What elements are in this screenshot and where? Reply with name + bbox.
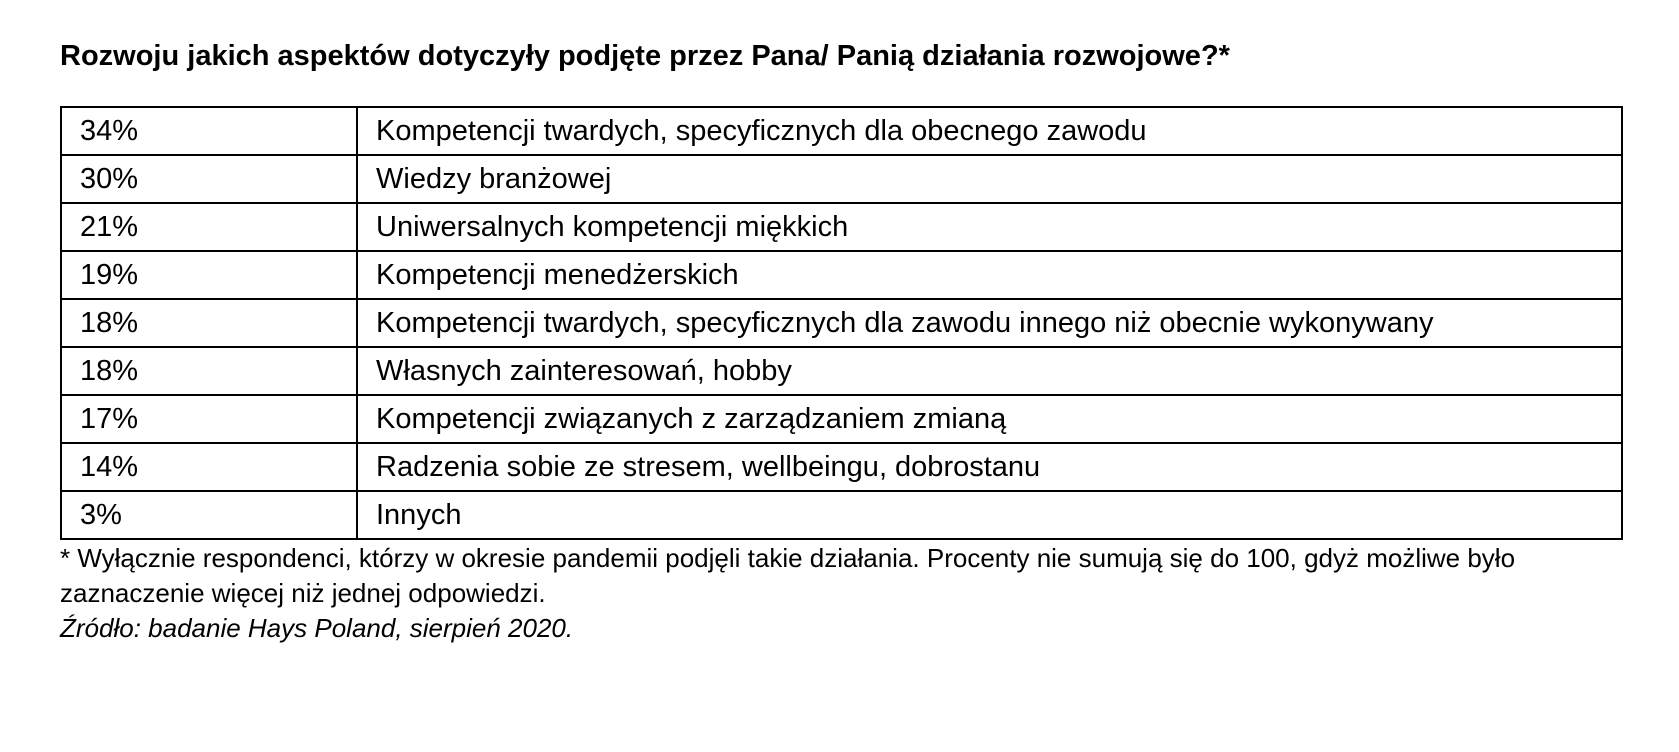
table-row: [61, 155, 1622, 203]
table-row: [61, 491, 1622, 539]
percent-cell: 14%: [61, 443, 357, 491]
label-cell: Kompetencji związanych z zarządzaniem zmianą: [357, 395, 1622, 443]
label-cell: Radzenia sobie ze stresem, wellbeingu, dobrostanu: [357, 443, 1622, 491]
label-cell: Kompetencji menedżerskich: [357, 251, 1622, 299]
percent-cell: 18%: [61, 347, 357, 395]
document: [60, 38, 1620, 646]
footnote: * Wyłącznie respondenci, którzy w okresie pandemii podjęli takie działania. Procenty nie sumują się do 100, gdyż możliwe było zaznaczenie więcej niż jednej odpowiedzi.: [60, 543, 1516, 608]
percent-cell: 21%: [61, 203, 357, 251]
document-title: Rozwoju jakich aspektów dotyczyły podjęte przez Pana/ Panią działania rozwojowe?*: [60, 40, 1230, 72]
percent-cell: 18%: [61, 299, 357, 347]
percent-cell: 30%: [61, 155, 357, 203]
table-row: [61, 251, 1622, 299]
label-cell: Innych: [357, 491, 1622, 539]
table-row: [61, 443, 1622, 491]
label-cell: Kompetencji twardych, specyficznych dla zawodu innego niż obecnie wykonywany: [357, 299, 1622, 347]
label-cell: Wiedzy branżowej: [357, 155, 1622, 203]
label-cell: Własnych zainteresowań, hobby: [357, 347, 1622, 395]
table-row: [61, 203, 1622, 251]
label-cell: Uniwersalnych kompetencji miękkich: [357, 203, 1622, 251]
label-cell: Kompetencji twardych, specyficznych dla obecnego zawodu: [357, 107, 1622, 155]
results-table: [60, 106, 1623, 540]
table-row: [61, 299, 1622, 347]
percent-cell: 3%: [61, 491, 357, 539]
percent-cell: 34%: [61, 107, 357, 155]
percent-cell: 19%: [61, 251, 357, 299]
table-row: [61, 395, 1622, 443]
percent-cell: 17%: [61, 395, 357, 443]
source-note: Źródło: badanie Hays Poland, sierpień 2020.: [60, 613, 574, 643]
table-row: [61, 347, 1622, 395]
table-row: [61, 107, 1622, 155]
